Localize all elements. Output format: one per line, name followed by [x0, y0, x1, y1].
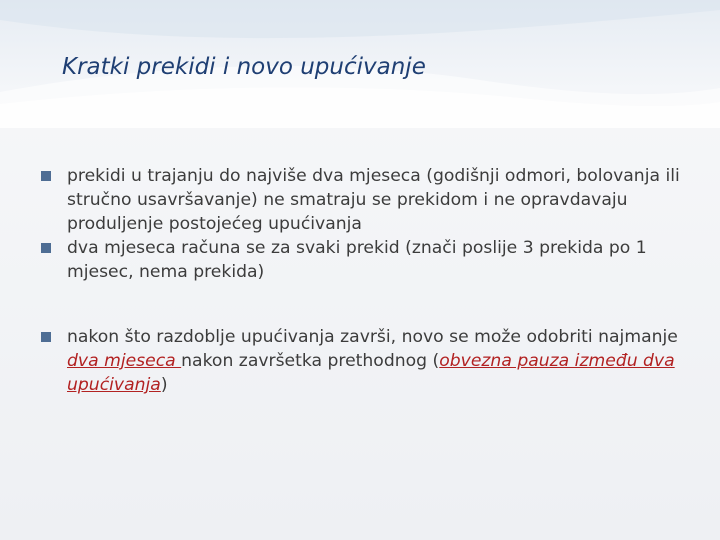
square-bullet-icon [41, 332, 51, 342]
slide-title: Kratki prekidi i novo upućivanje [62, 54, 426, 80]
square-bullet-icon [41, 243, 51, 253]
bullet-item [40, 164, 700, 236]
emphasis-text: dva mjeseca [67, 351, 182, 371]
bullet-item [40, 236, 700, 284]
emphasis-text: obvezna pauza između dva upućivanja [67, 351, 675, 395]
bullet-text: prekidi u trajanju do najviše dva mjeseca (godišnji odmori, bolovanja ili stručno usavršavanje) ne smatraju se prekidom i ne opravdavaju produljenje postojećeg upućivanja [67, 166, 680, 234]
bullet-item [40, 325, 700, 397]
bullet-text-part: nakon završetka prethodnog ( [181, 351, 440, 371]
square-bullet-icon [41, 171, 51, 181]
bullet-text-part: nakon što razdoblje upućivanja završi, novo se može odobriti najmanje [67, 327, 678, 347]
bullet-text: dva mjeseca računa se za svaki prekid (znači poslije 3 prekida po 1 mjesec, nema prekida) [67, 238, 647, 282]
bullet-text-part: ) [160, 375, 168, 395]
bullet-list [40, 164, 700, 397]
